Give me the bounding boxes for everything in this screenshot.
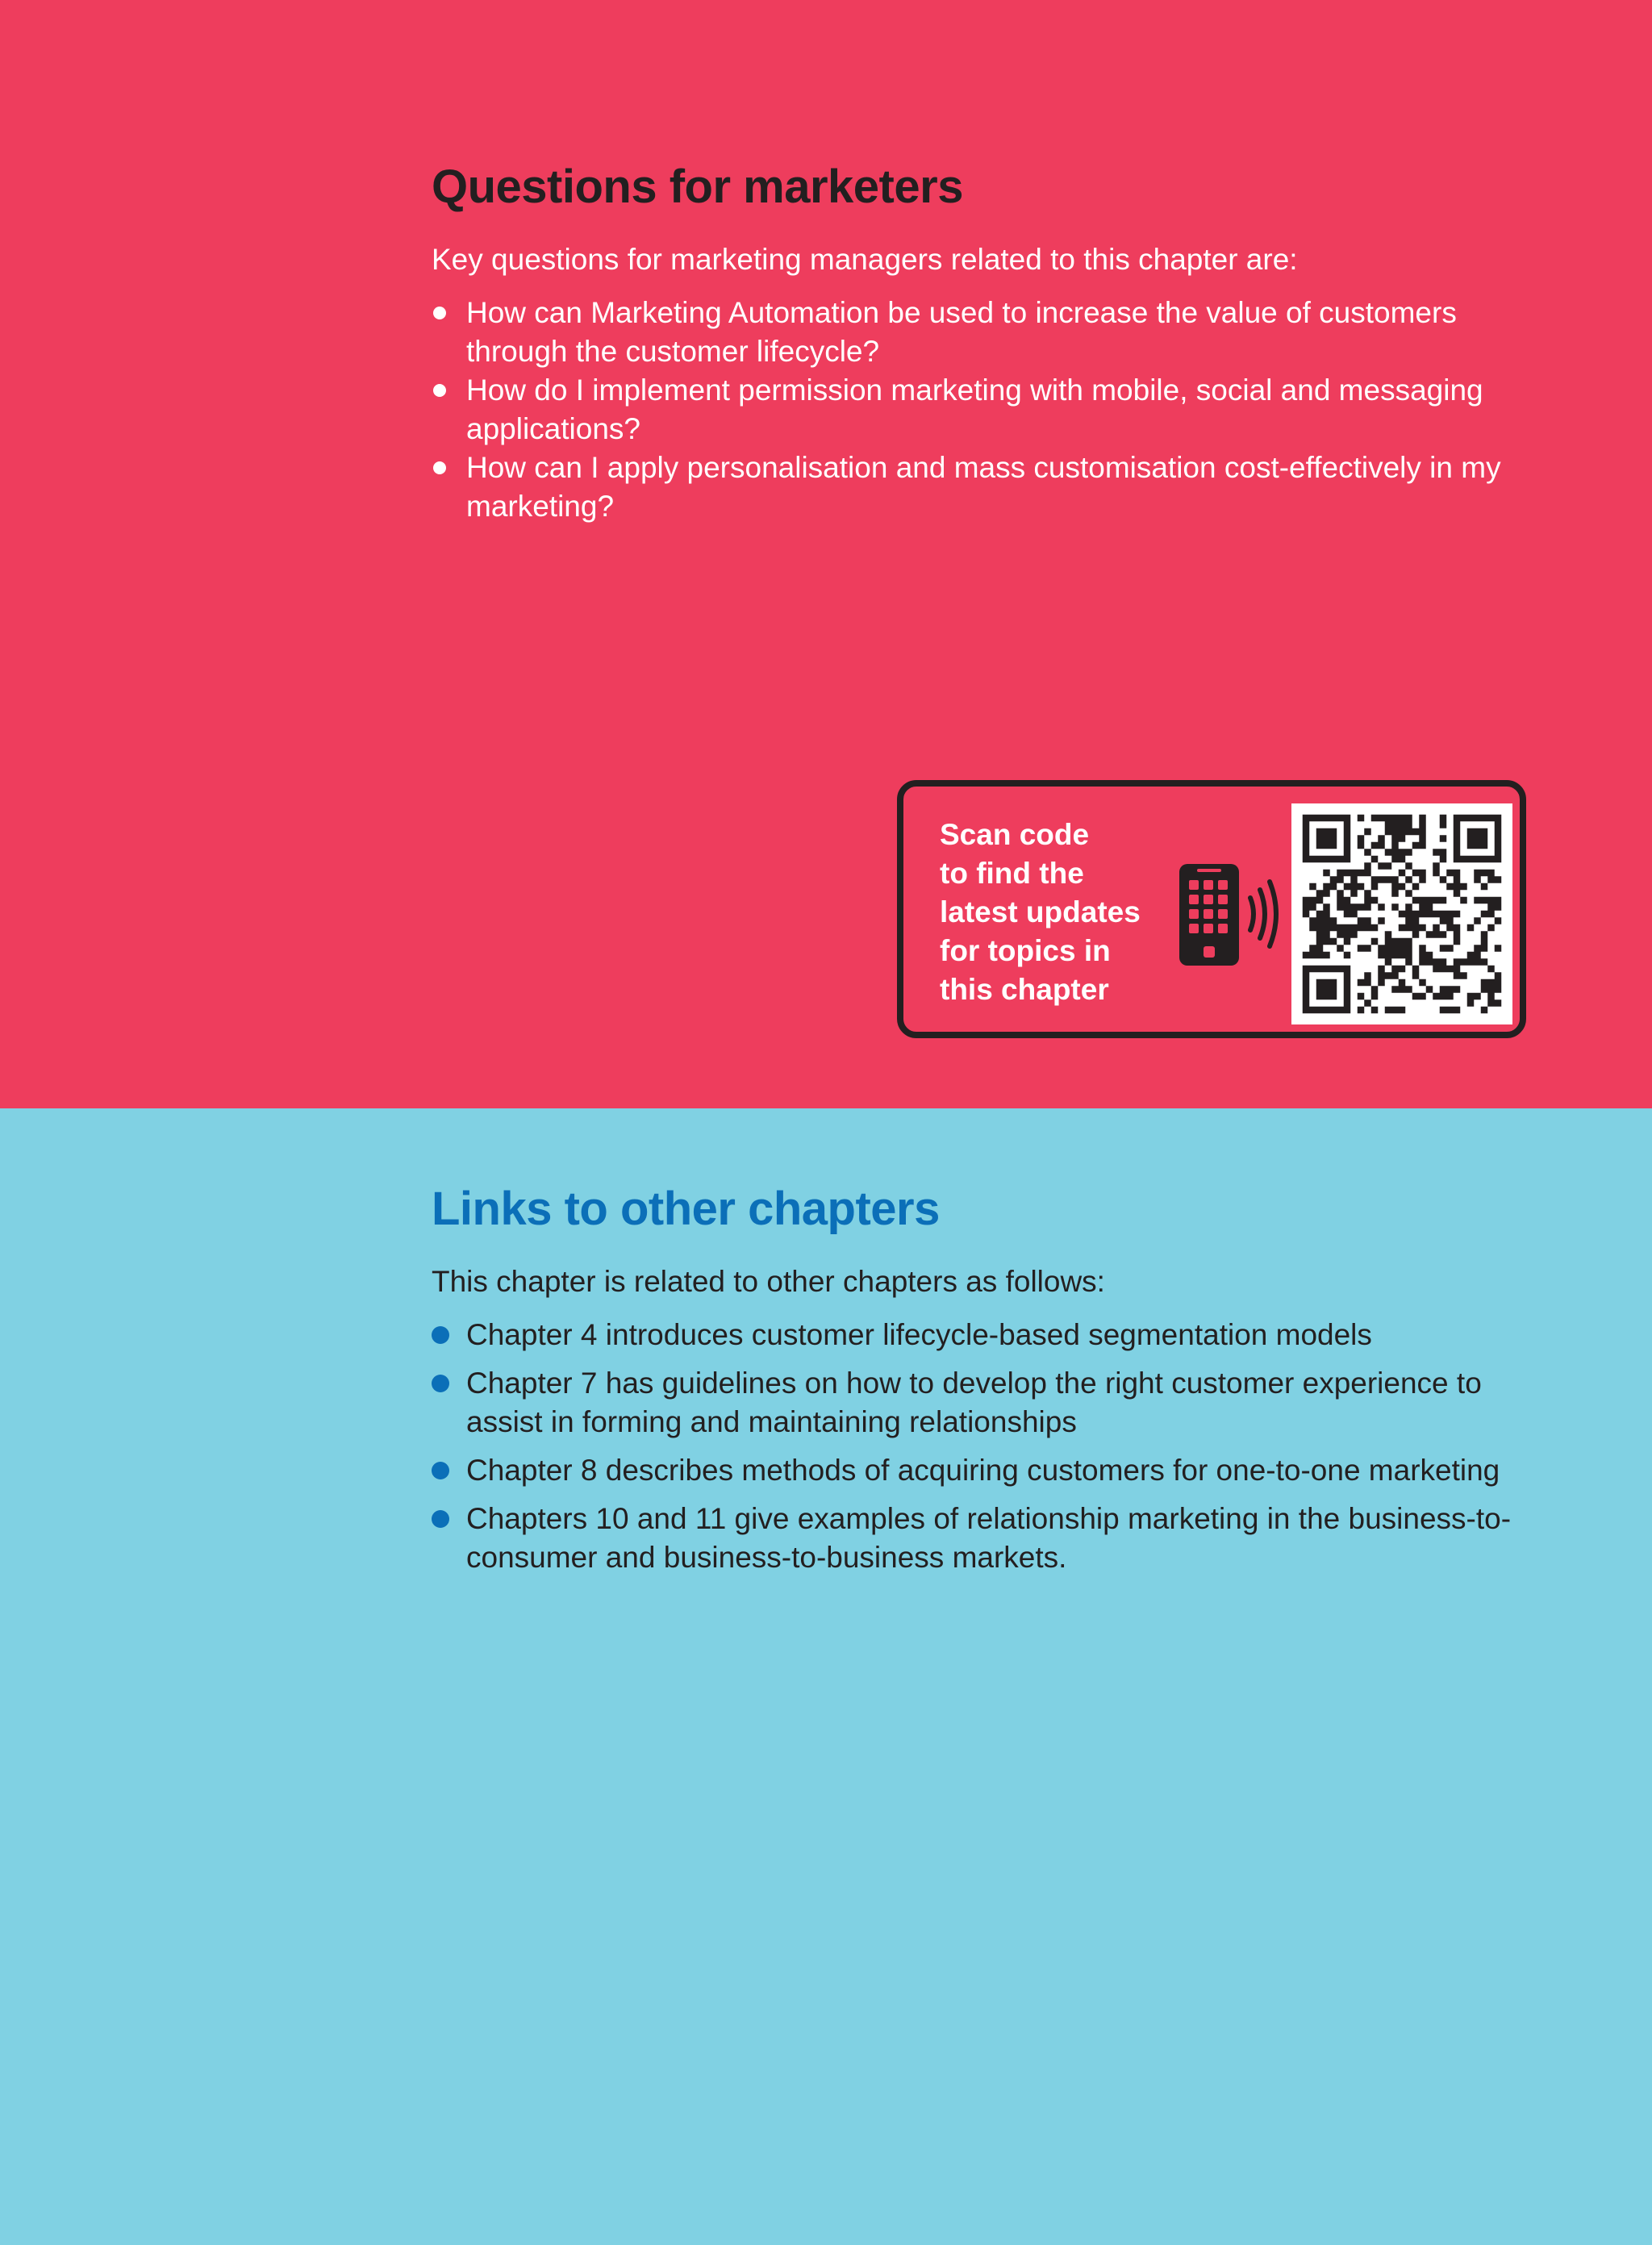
links-content bbox=[432, 1180, 1537, 1587]
link-item bbox=[432, 1316, 1537, 1354]
bullet-icon bbox=[432, 1326, 449, 1344]
bullet-icon bbox=[433, 384, 446, 397]
links-panel bbox=[0, 1108, 1652, 2245]
phone-signal-icon bbox=[1170, 862, 1283, 967]
question-text: How do I implement permission marketing with mobile, social and messaging applications? bbox=[466, 373, 1483, 445]
question-text: How can Marketing Automation be used to increase the value of customers through the customer lifecycle? bbox=[466, 296, 1457, 368]
question-item bbox=[432, 449, 1537, 526]
links-intro: This chapter is related to other chapters as follows: bbox=[432, 1265, 1105, 1298]
link-text: Chapter 8 describes methods of acquiring customers for one-to-one marketing bbox=[466, 1454, 1500, 1487]
question-item bbox=[432, 294, 1537, 371]
links-list bbox=[432, 1316, 1537, 1577]
bullet-icon bbox=[432, 1510, 449, 1528]
question-text: How can I apply personalisation and mass customisation cost-effectively in my marketing? bbox=[466, 451, 1501, 523]
questions-panel bbox=[0, 0, 1652, 1108]
link-item bbox=[432, 1364, 1537, 1442]
questions-intro: Key questions for marketing managers related to this chapter are: bbox=[432, 243, 1298, 276]
scan-code-box bbox=[897, 780, 1526, 1038]
qr-code bbox=[1291, 803, 1512, 1024]
qr-code-image bbox=[1291, 803, 1512, 1024]
link-item bbox=[432, 1451, 1537, 1490]
bullet-icon bbox=[433, 461, 446, 474]
bullet-icon bbox=[433, 307, 446, 319]
question-item bbox=[432, 371, 1537, 449]
bullet-icon bbox=[432, 1375, 449, 1392]
questions-list bbox=[432, 294, 1537, 526]
link-text: Chapter 4 introduces customer lifecycle-based segmentation models bbox=[466, 1318, 1372, 1351]
links-title: Links to other chapters bbox=[432, 1183, 940, 1235]
link-text: Chapters 10 and 11 give examples of relationship marketing in the business-to-consumer and business-to-business markets. bbox=[466, 1502, 1512, 1574]
bullet-icon bbox=[432, 1462, 449, 1479]
link-item bbox=[432, 1500, 1537, 1577]
questions-title: Questions for marketers bbox=[432, 161, 963, 213]
questions-content bbox=[432, 158, 1537, 526]
link-text: Chapter 7 has guidelines on how to develop the right customer experience to assist in forming and maintaining relationships bbox=[466, 1367, 1482, 1438]
scan-code-text: Scan code to find the latest updates for topics in this chapter bbox=[940, 818, 1141, 1006]
